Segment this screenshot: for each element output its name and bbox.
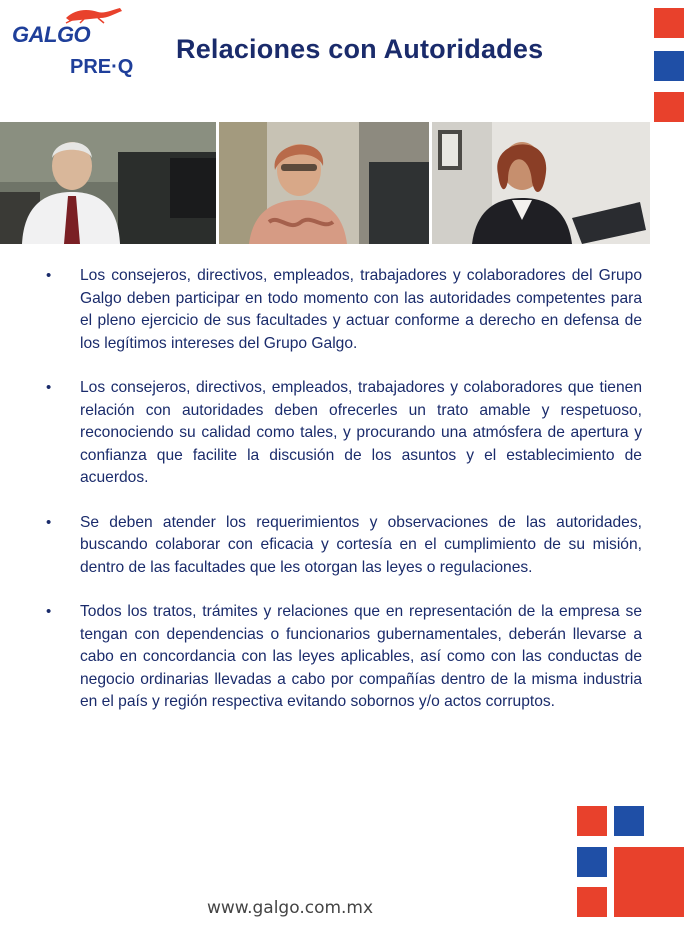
page-title: Relaciones con Autoridades [176,34,544,64]
woman-at-laptop-photo [432,122,650,244]
bullet-text: Todos los tratos, trámites y relaciones que en representación de la empresa se tengan con dependencias o funcionarios gubernamentales, deberán llevarse a cabo en concordancia con las leyes aplicables, así como con las conductas de negocio ordinarias llevadas a cabo por compañías dentro de la misma industria en el país y región respectiva evitando sobornos y/o actos corruptos. [80,603,642,710]
photo-strip [0,122,650,244]
bullet-icon: • [46,267,52,284]
list-item [38,601,642,714]
bullet-icon: • [46,379,52,396]
logo-preq-text: PRE·Q [70,56,134,78]
bullet-text: Los consejeros, directivos, empleados, trabajadores y colaboradores que tienen relación con autoridades deben ofrecerles un trato amable y respetuoso, reconociendo su calidad como tales, y procurando una atmósfera de apertura y confianza que facilite la discusión de los asuntos y el establecimiento de acuerdos. [80,379,642,486]
bullet-icon: • [46,513,52,531]
bullet-text: Se deben atender los requerimientos y observaciones de las autoridades, buscando colaborar con eficacia y cortesía en el cumplimiento de su misión, dentro de las facultades que les otorgan las leyes o regulaciones. [80,513,642,576]
decor-square-blue [654,51,684,81]
decor-square-red [577,806,607,836]
list-item [38,377,642,490]
decor-square-red [614,847,684,917]
decor-square-blue [614,806,644,836]
decor-square-red [577,887,607,917]
bullet-list [38,265,642,736]
executive-man-photo [0,122,216,244]
bullet-text: Los consejeros, directivos, empleados, trabajadores y colaboradores del Grupo Galgo deben participar en todo momento con las autoridades competentes para el pleno ejercicio de sus facultades y actuar conforme a derecho en defensa de los legítimos intereses del Grupo Galgo. [80,267,642,352]
decor-square-red [654,8,684,38]
company-logo [8,6,148,86]
executive-woman-photo [219,122,429,244]
decor-square-red [654,92,684,122]
list-item [38,265,642,355]
footer-url[interactable]: www.galgo.com.mx [206,898,374,918]
logo-galgo-text: GALGO [12,22,91,47]
list-item [38,512,642,580]
decor-square-blue [577,847,607,877]
bullet-icon: • [46,603,52,620]
